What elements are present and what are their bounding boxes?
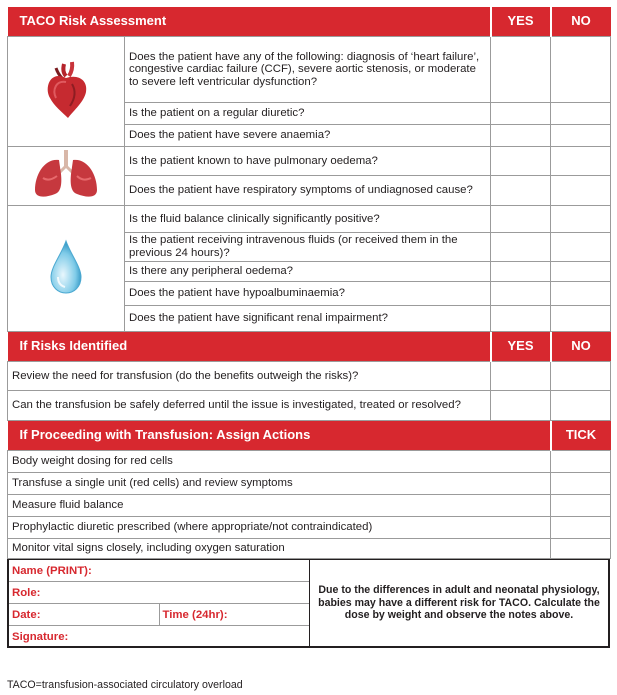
section-title: If Proceeding with Transfusion: Assign Actions — [8, 421, 551, 451]
neonatal-note: Due to the differences in adult and neonatal physiology, babies may have a different risk for TACO. Calculate the dose by weight and observe the notes above. — [318, 584, 600, 622]
tick-checkbox[interactable] — [551, 517, 611, 539]
no-header: NO — [551, 332, 611, 362]
water-drop-icon — [8, 206, 125, 332]
yes-checkbox[interactable] — [491, 37, 551, 103]
yes-checkbox[interactable] — [491, 147, 551, 176]
section-title: If Risks Identified — [8, 332, 491, 362]
question-cell: Is there any peripheral oedema? — [125, 262, 491, 282]
no-checkbox[interactable] — [551, 176, 611, 206]
section-header — [8, 7, 611, 37]
section-header — [8, 332, 611, 362]
risk-assessment-table — [7, 7, 611, 332]
question-cell: Is the patient known to have pulmonary oedema? — [125, 147, 491, 176]
no-header: NO — [551, 7, 611, 37]
date-field[interactable] — [9, 604, 159, 625]
yes-checkbox[interactable] — [491, 391, 551, 421]
no-checkbox[interactable] — [551, 262, 611, 282]
name-field[interactable] — [9, 560, 309, 582]
question-cell: Is the fluid balance clinically significantly positive? — [125, 206, 491, 233]
no-checkbox[interactable] — [551, 147, 611, 176]
yes-checkbox[interactable] — [491, 282, 551, 306]
question-cell: Can the transfusion be safely deferred until the issue is investigated, treated or resolved? — [8, 391, 491, 421]
time-field[interactable] — [159, 604, 310, 625]
no-checkbox[interactable] — [551, 206, 611, 233]
yes-checkbox[interactable] — [491, 206, 551, 233]
question-cell: Review the need for transfusion (do the benefits outweigh the risks)? — [8, 362, 491, 391]
action-cell: Prophylactic diuretic prescribed (where appropriate/not contraindicated) — [8, 517, 551, 539]
no-checkbox[interactable] — [551, 37, 611, 103]
yes-checkbox[interactable] — [491, 233, 551, 262]
time-label: Time (24hr): — [162, 608, 228, 621]
action-cell: Transfuse a single unit (red cells) and review symptoms — [8, 473, 551, 495]
yes-header: YES — [491, 332, 551, 362]
role-label: Role: — [12, 586, 41, 599]
role-field[interactable] — [9, 582, 309, 604]
signoff-box — [7, 559, 610, 648]
question-cell: Is the patient receiving intravenous fluids (or received them in the previous 24 hours)? — [125, 233, 491, 262]
yes-checkbox[interactable] — [491, 262, 551, 282]
tick-header: TICK — [551, 421, 611, 451]
section-title: TACO Risk Assessment — [8, 7, 491, 37]
action-cell: Monitor vital signs closely, including oxygen saturation — [8, 539, 551, 559]
no-checkbox[interactable] — [551, 125, 611, 147]
yes-checkbox[interactable] — [491, 103, 551, 125]
signature-field[interactable] — [9, 626, 309, 647]
taco-form — [7, 7, 610, 648]
no-checkbox[interactable] — [551, 103, 611, 125]
date-time-row — [9, 604, 309, 626]
no-checkbox[interactable] — [551, 362, 611, 391]
yes-checkbox[interactable] — [491, 125, 551, 147]
signoff-fields — [9, 560, 310, 646]
no-checkbox[interactable] — [551, 233, 611, 262]
question-cell: Is the patient on a regular diuretic? — [125, 103, 491, 125]
date-label: Date: — [12, 608, 41, 621]
section-header — [8, 421, 611, 451]
yes-header: YES — [491, 7, 551, 37]
action-cell: Body weight dosing for red cells — [8, 451, 551, 473]
footnote: TACO=transfusion-associated circulatory overload — [7, 679, 243, 691]
question-cell: Does the patient have hypoalbuminaemia? — [125, 282, 491, 306]
no-checkbox[interactable] — [551, 282, 611, 306]
lungs-icon — [8, 147, 125, 206]
risks-identified-table — [7, 332, 611, 421]
signature-label: Signature: — [12, 630, 69, 643]
yes-checkbox[interactable] — [491, 176, 551, 206]
question-cell: Does the patient have significant renal impairment? — [125, 306, 491, 332]
name-label: Name (PRINT): — [12, 564, 92, 577]
yes-checkbox[interactable] — [491, 306, 551, 332]
action-cell: Measure fluid balance — [8, 495, 551, 517]
question-cell: Does the patient have severe anaemia? — [125, 125, 491, 147]
no-checkbox[interactable] — [551, 391, 611, 421]
tick-checkbox[interactable] — [551, 451, 611, 473]
yes-checkbox[interactable] — [491, 362, 551, 391]
tick-checkbox[interactable] — [551, 539, 611, 559]
question-cell: Does the patient have any of the following: diagnosis of ‘heart failure’, congestive cardiac failure (CCF), severe aortic stenosis, or moderate to severe left ventricular dysfunction? — [125, 37, 491, 103]
tick-checkbox[interactable] — [551, 495, 611, 517]
tick-checkbox[interactable] — [551, 473, 611, 495]
question-cell: Does the patient have respiratory symptoms of undiagnosed cause? — [125, 176, 491, 206]
heart-icon — [8, 37, 125, 147]
no-checkbox[interactable] — [551, 306, 611, 332]
assign-actions-table — [7, 421, 611, 559]
